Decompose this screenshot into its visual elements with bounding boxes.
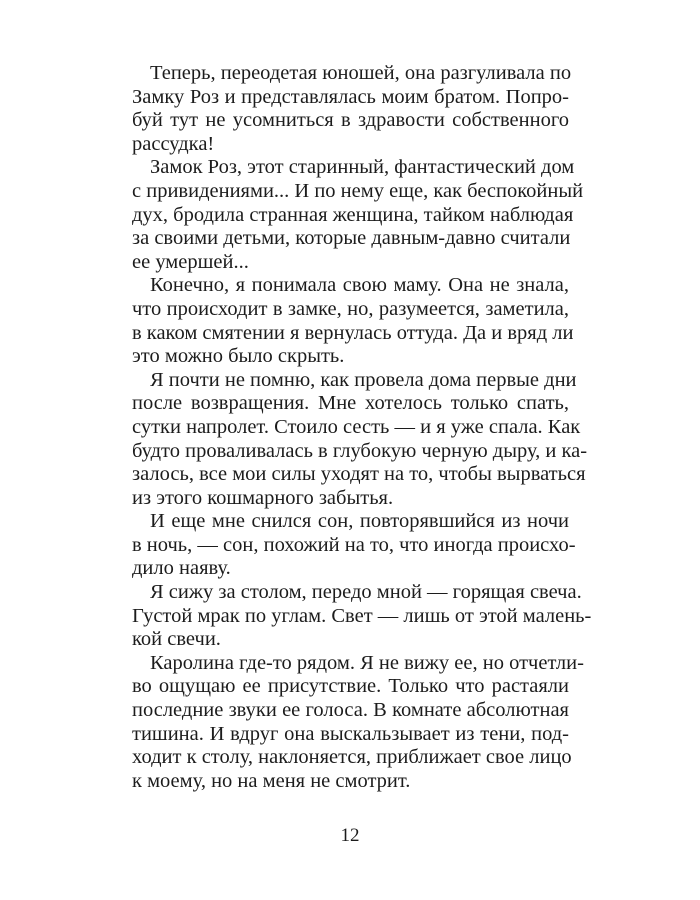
text-line: Каролина где-то рядом. Я не вижу ее, но отчетли-	[150, 651, 584, 674]
text-line: после возвращения. Мне хотелось только спать,	[132, 392, 569, 415]
paragraph	[132, 581, 592, 652]
text-line: кой свечи.	[132, 628, 221, 651]
paragraph	[132, 510, 576, 581]
text-line: сутки напролет. Стоило сесть — и я уже спала. Как	[132, 415, 581, 438]
page-number: 12	[340, 825, 360, 846]
text-line: Замок Роз, этот старинный, фантастический дом	[150, 156, 575, 179]
text-line: к моему, но на меня не смотрит.	[132, 769, 411, 792]
text-line: И еще мне снился сон, повторявшийся из ночи	[150, 510, 569, 533]
text-line: во ощущаю ее присутствие. Только что растаяли	[132, 675, 569, 698]
text-line: с привидениями... И по нему еще, как беспокойный	[132, 179, 584, 202]
text-line: Теперь, переодетая юношей, она разгуливала по	[150, 62, 572, 84]
text-line: рассудка!	[132, 132, 215, 155]
text-line: в каком смятении я вернулась оттуда. Да и вряд ли	[132, 321, 574, 344]
text-line: за своими детьми, которые давным-давно считали	[132, 227, 571, 250]
paragraph	[132, 274, 574, 368]
paragraph	[132, 651, 584, 794]
body-text	[132, 62, 592, 793]
text-line: ее умершей...	[132, 250, 249, 273]
paragraph	[132, 368, 588, 511]
text-line: последние звуки ее голоса. В комнате абсолютная	[132, 699, 569, 722]
text-line: тишина. И вдруг она выскальзывает из тени, под-	[132, 722, 569, 745]
text-line: Я почти не помню, как провела дома первые дни	[150, 368, 577, 391]
text-line: ходит к столу, наклоняется, приближает свое лицо	[132, 746, 572, 769]
paragraph	[132, 62, 572, 156]
text-line: будто проваливалась в глубокую черную дыру, и ка-	[132, 439, 588, 462]
paragraph	[132, 156, 584, 274]
text-line: дух, бродила странная женщина, тайком наблюдая	[132, 203, 574, 226]
text-line: Замку Роз и представлялась моим братом. Попро-	[132, 85, 569, 108]
text-line: что происходит в замке, но, разумеется, заметила,	[132, 297, 569, 320]
text-line: Конечно, я понимала свою маму. Она не знала,	[150, 274, 569, 297]
text-line: Я сижу за столом, передо мной — горящая свеча.	[150, 581, 582, 604]
text-line: в ночь, — сон, похожий на то, что иногда происхо-	[132, 533, 576, 556]
text-line: это можно было скрыть.	[132, 345, 345, 368]
text-line: буй тут не усомниться в здравости собственного	[132, 109, 569, 132]
text-line: Густой мрак по углам. Свет — лишь от этой малень-	[132, 604, 592, 627]
text-line: дило наяву.	[132, 557, 231, 580]
text-line: залось, все мои силы уходят на то, чтобы вырваться	[132, 463, 586, 486]
text-line: из этого кошмарного забытья.	[132, 486, 394, 509]
